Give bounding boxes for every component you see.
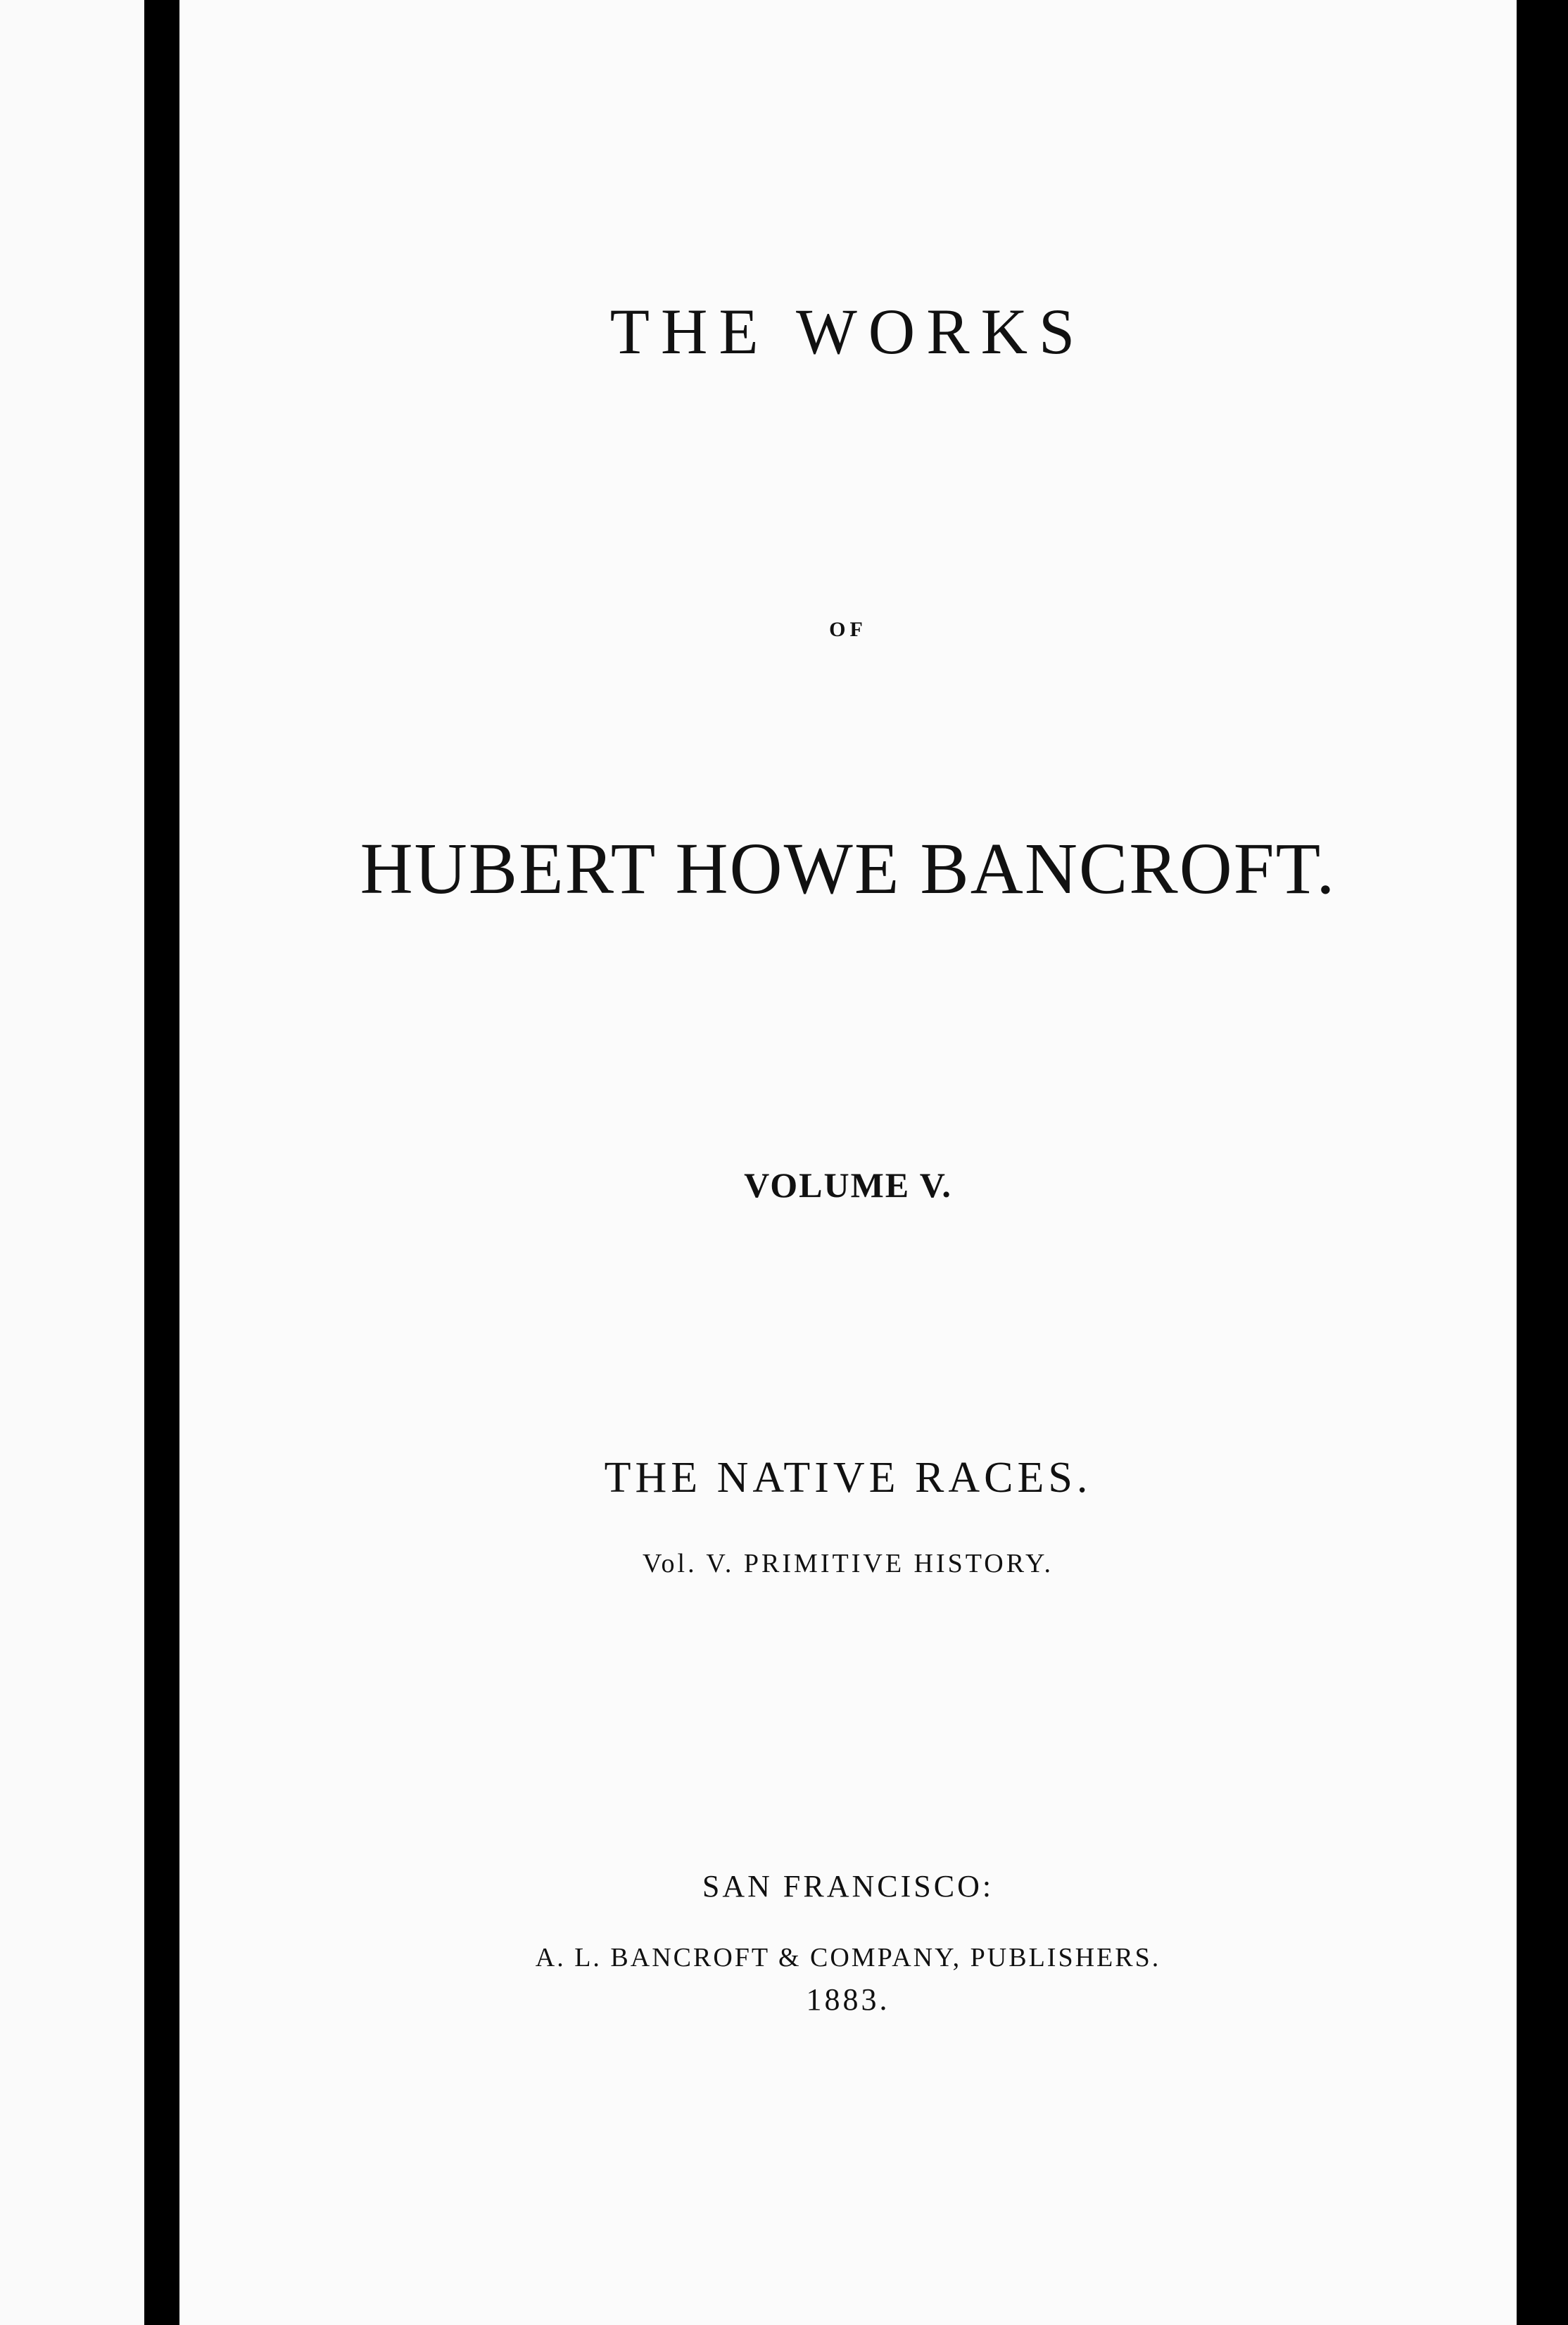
publication-year: 1883.	[806, 1982, 890, 2017]
previous-page-edge	[0, 0, 144, 2325]
publisher-name: A. L. BANCROFT & COMPANY, PUBLISHERS.	[535, 1943, 1161, 1972]
works-heading: THE WORKS	[609, 296, 1087, 367]
series-title: THE NATIVE RACES.	[604, 1454, 1092, 1502]
volume-subtitle: Vol. V. PRIMITIVE HISTORY.	[642, 1549, 1054, 1578]
volume-number: VOLUME V.	[744, 1165, 952, 1205]
book-gutter	[144, 0, 179, 2325]
scan-right-edge	[1517, 0, 1568, 2325]
title-page	[179, 0, 1517, 2325]
author-name: HUBERT HOWE BANCROFT.	[360, 828, 1336, 909]
publication-city: SAN FRANCISCO:	[702, 1869, 994, 1903]
of-label: OF	[829, 618, 867, 641]
